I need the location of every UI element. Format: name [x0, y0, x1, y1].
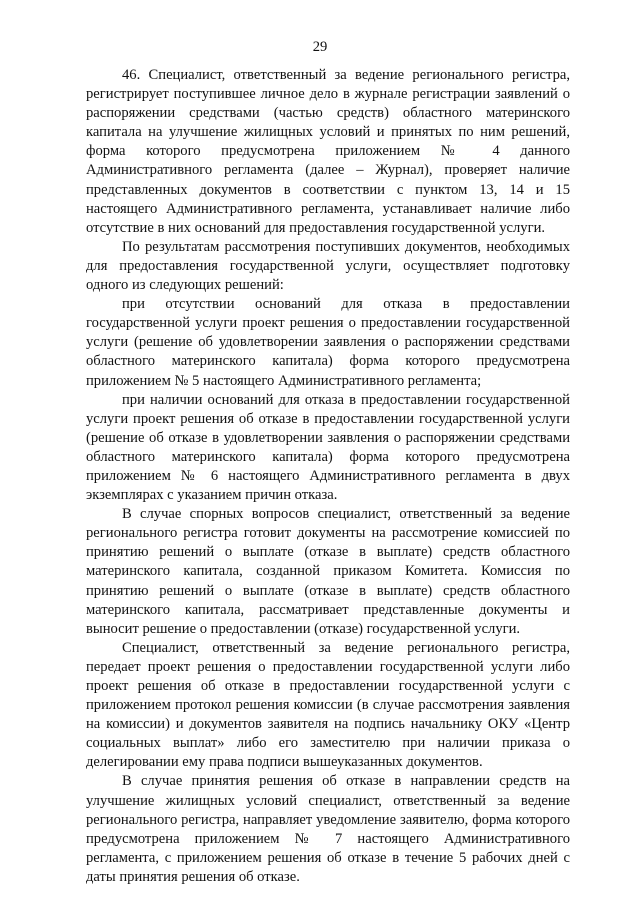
paragraph-disputed-questions: В случае спорных вопросов специалист, ответственный за ведение регионального регистра готовит документы на рассмотрение комиссией по принятию решений о выплате (отказе в выплате) средств областного материнского капитала, созданной приказом Комитета. Комиссия по принятию решений о выплате (отказе в выплате) средств областного материнского капитала, рассматривает представленные документы и выносит решение о предоставлении (отказе) государственной услуги.: [86, 506, 570, 637]
paragraph-refusal-grounds: при наличии оснований для отказа в предоставлении государственной услуги проект решения об отказе в предоставлении государственной услуги (решение об отказе в удовлетворении заявления о распоряжении средствами областного материнского капитала) форма которого предусмотрена приложением № 6 настоящего Административного регламента в двух экземплярах с указанием причин отказа.: [86, 391, 570, 504]
page-number: 29: [312, 39, 328, 55]
paragraph-signature-transfer: Специалист, ответственный за ведение регионального регистра, передает проект решения о предоставлении государственной услуги либо проект решения об отказе в предоставлении государственной услуги с приложением протокол решения комиссии (в случае рассмотрения заявления на комиссии) и документов заявителя на подпись начальнику ОКУ «Центр социальных выплат» либо его заместителю при наличии приказа о делегировании ему права подписи вышеуказанных документов.: [86, 639, 570, 771]
document-body: [86, 66, 570, 887]
paragraph-46-registration: 46. Специалист, ответственный за ведение регионального регистра, регистрирует поступившее личное дело в журнале регистрации заявлений о распоряжении средствами (частью средств) областного материнского капитала на улучшение жилищных условий и принятых по ним решений, форма которого предусмотрена приложением № 4 данного Административного регламента (далее – Журнал), проверяет наличие представленных документов в соответствии с пунктом 13, 14 и 15 настоящего Административного регламента, устанавливает наличие либо отсутствие в них оснований для предоставления государственной услуги.: [86, 67, 570, 236]
paragraph-review-results: По результатам рассмотрения поступивших документов, необходимых для предоставления государственной услуги, осуществляет подготовку одного из следующих решений:: [86, 238, 570, 294]
paragraph-no-refusal-grounds: при отсутствии оснований для отказа в предоставлении государственной услуги проект решения о предоставлении государственной услуги (решение об удовлетворении заявления о распоряжении средствами областного материнского капитала) форма которого предусмотрена приложением № 5 настоящего Административного регламента;: [86, 296, 570, 389]
paragraph-refusal-notification: В случае принятия решения об отказе в направлении средств на улучшение жилищных условий специалист, ответственный за ведение регионального регистра, направляет уведомление заявителю, форма которого предусмотрена приложением № 7 настоящего Административного регламента, с приложением решения об отказе в течение 5 рабочих дней с даты принятия решения об отказе.: [86, 773, 570, 885]
